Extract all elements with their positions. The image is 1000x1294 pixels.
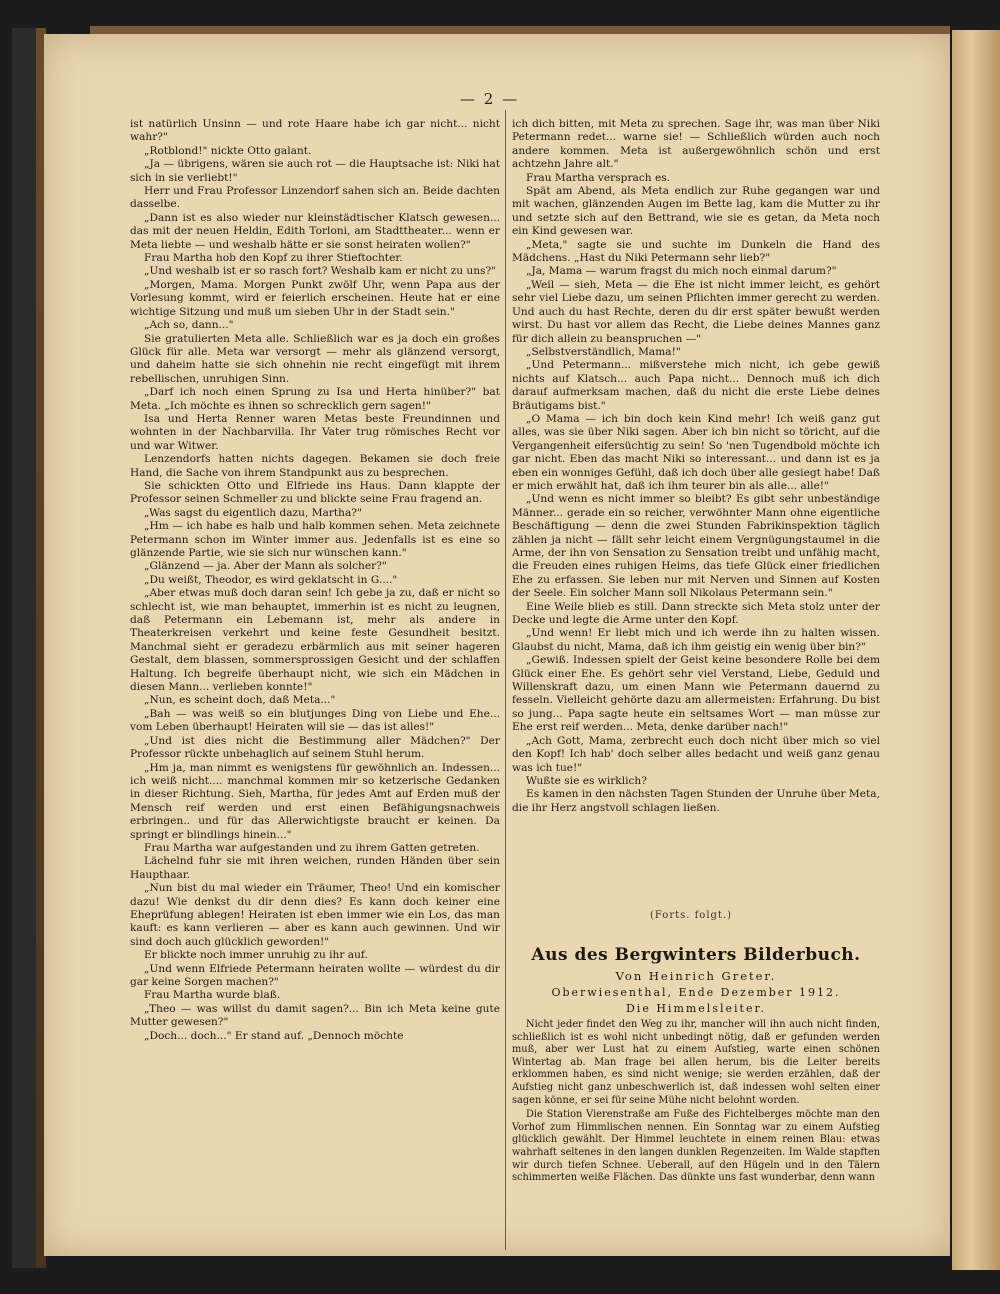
paragraph: „Bah — was weiß so ein blutjunges Ding von Liebe und Ehe... vom Leben überhaupt! Heiraten will sie — das ist alles!" (130, 707, 500, 734)
paragraph: „Und wenn Elfriede Petermann heiraten wollte — würdest du dir gar keine Sorgen machen?" (130, 962, 500, 988)
paragraph: Frau Martha versprach es. (526, 171, 671, 184)
paragraph: „Und wenn! Er liebt mich und ich werde ihn zu halten wissen. Glaubst du nicht, Mama, daß ich ihm geistig ein wenig über bin?" (512, 627, 880, 653)
paragraph: „Was sagst du eigentlich dazu, Martha?" (144, 506, 362, 519)
paragraph: Herr und Frau Professor Linzendorf sahen sich an. Beide dachten dasselbe. (130, 185, 500, 211)
paragraph: „Gewiß. Indessen spielt der Geist keine besondere Rolle bei dem Glück einer Ehe. Es gehört sehr viel Verstand, Liebe, Geduld und Willenskraft dazu, um einen Mann wie Petermann dauernd zu fesseln. Vielleicht gehörte dazu am allermeisten: Erfahrung. Du bist so jung... Papa sagte heute ein seltsames Wort — man müsse zur Ehe erst reif werden... Meta, denke darüber nach!" (512, 654, 880, 734)
paragraph: Spät am Abend, als Meta endlich zur Ruhe gegangen war und mit wachen, glänzenden Augen im Bette lag, kam die Mutter zu ihr und setzte sich auf den Bettrand, wie sie es getan, da Meta noch ein Kind gewesen war. (512, 185, 880, 238)
paragraph: Er blickte noch immer unruhig zu ihr auf. (144, 949, 368, 962)
paragraph: „Theo — was willst du damit sagen?... Bin ich Meta keine gute Mutter gewesen?" (130, 1002, 500, 1029)
paragraph: Eine Weile blieb es still. Dann streckte sich Meta stolz unter der Decke und legte die Arme unter den Kopf. (512, 600, 880, 627)
article-author: Von Heinrich Greter. (615, 969, 777, 983)
paragraph: Sie gratulierten Meta alle. Schließlich war es ja doch ein großes Glück für alle. Meta war versorgt — mehr als glänzend versorgt, und daheim hatte sie sich ohnehin nie recht eingefügt mit ihrem rebellischen, unruhigen Sinn. (130, 332, 500, 385)
paragraph: ist natürlich Unsinn — und rote Haare habe ich gar nicht... nicht wahr?" (130, 118, 500, 144)
article-paragraph: Die Station Vierenstraße am Fuße des Fichtelberges möchte man den Vorhof zum Himmlischen nennen. Ein Sonntag war zu einem Aufstieg glücklich gewählt. Der Himmel leuchtete in einem reinen Blau: etwas wahrhaft seltenes in den langen dunklen Regenzeiten. Im Walde stapften wir durch tiefen Schnee. Ueberall, auf den Hügeln und in den Tälern schimmerten weiße Flächen. Das dünkte uns fast wunderbar, denn wann (512, 1109, 880, 1184)
paragraph: „Darf ich noch einen Sprung zu Isa und Herta hinüber?" bat Meta. „Ich möchte es ihnen so schrecklich gern sagen!" (130, 386, 500, 412)
paragraph: Frau Martha war aufgestanden und zu ihrem Gatten getreten. (144, 841, 480, 854)
continuation-note: (Forts. folgt.) (650, 910, 733, 921)
paragraph: „Und wenn es nicht immer so bleibt? Es gibt sehr unbeständige Männer... gerade ein so reicher, verwöhnter Mann ohne eigentliche Beschäftigung — denn die zwei Stunden Fabrikinspektion täglich zählen ja nicht — fällt sehr leicht einem Vergnügungstaumel in die Arme, der ihn von Sensation zu Sensation treibt und unfähig macht, die Freuden eines ruhigen Heims, das tiefe Glück einer friedlichen Ehe zu erfassen. Sie leben nur mit Nerven und Sinnen auf Kosten der Seele. Ein solcher Mann soll Nikolaus Petermann sein." (512, 493, 880, 600)
paragraph: „Weil — sieh, Meta — die Ehe ist nicht immer leicht, es gehört sehr viel Liebe dazu, um seinen Pflichten immer gerecht zu werden. Und auch du hast Rechte, deren du dir erst später bewußt werden wirst. Du hast vor allem das Recht, die Liebe deines Mannes ganz für dich allein zu beanspruchen —" (512, 278, 880, 345)
paragraph: „Nun bist du mal wieder ein Träumer, Theo! Und ein komischer dazu! Wie denkst du dir denn dies? Es kann doch keiner eine Eheprüfung ablegen! Heiraten ist eben immer wie ein Los, das man kauft: es kann verlieren — aber es kann auch gewinnen. Und wir sind doch auch glücklich geworden!" (130, 882, 500, 948)
paragraph: Frau Martha hob den Kopf zu ihrer Stieftochter. (144, 252, 403, 265)
article-subtitle: Die Himmelsleiter. (625, 1002, 766, 1015)
paragraph: Lenzendorfs hatten nichts dagegen. Bekamen sie doch freie Hand, die Sache von ihrem Standpunkt aus zu besprechen. (130, 453, 500, 479)
paragraph: Wußte sie es wirklich? (526, 774, 647, 787)
paragraph: „Ja — übrigens, wären sie auch rot — die Hauptsache ist: Niki hat sich in sie verliebt!" (130, 158, 500, 184)
paragraph: „Ach so, dann..." (144, 319, 234, 332)
paragraph: „Und ist dies nicht die Bestimmung aller Mädchen?" Der Professor rückte unbehaglich auf seinem Stuhl herum. (130, 734, 500, 761)
paragraph: „Ja, Mama — warum fragst du mich noch einmal darum?" (526, 265, 837, 278)
page-number: — 2 — (460, 90, 520, 108)
paragraph: „O Mama — ich bin doch kein Kind mehr! Ich weiß ganz gut alles, was sie über Niki sagen. Aber ich bin nicht so töricht, auf die Vergangenheit eifersüchtig zu sein! So 'nen Tugendbold möchte ich gar nicht. Eben das macht Niki so interessant... und dann ist es ja eben ein wonniges Gefühl, daß ich doch über alle gesiegt habe! Daß er mich erwählt hat, daß ich ihm teurer bin als alle... alle!" (512, 412, 880, 492)
article-title: Aus des Bergwinters Bilderbuch. (531, 945, 861, 965)
paragraph: „Meta," sagte sie und suchte im Dunkeln die Hand des Mädchens. „Hast du Niki Petermann sehr lieb?" (512, 238, 880, 265)
paragraph: Frau Martha wurde blaß. (144, 989, 281, 1002)
feuilleton-article (512, 945, 880, 1185)
paragraph: „Und weshalb ist er so rasch fort? Weshalb kam er nicht zu uns?" (144, 265, 497, 278)
paragraph: „Ach Gott, Mama, zerbrecht euch doch nicht über mich so viel den Kopf! Ich hab' doch selber alles bedacht und weiß ganz genau was ich tue!" (512, 734, 880, 774)
paragraph: Sie schickten Otto und Elfriede ins Haus. Dann klappte der Professor seinen Schmeller zu und blickte seine Frau fragend an. (130, 479, 500, 506)
paragraph: „Hm — ich habe es halb und halb kommen sehen. Meta zeichnete Petermann schon im Winter immer aus. Jedenfalls ist es eine so glänzende Partie, wie sie sich nur wünschen kann." (130, 520, 500, 559)
paragraph: „Morgen, Mama. Morgen Punkt zwölf Uhr, wenn Papa aus der Vorlesung kommt, wird er feierlich erscheinen. Heute hat er eine wichtige Sitzung und muß um sieben Uhr in der Stadt sein." (130, 278, 500, 318)
page-top-edge (90, 26, 950, 34)
article-paragraph: Nicht jeder findet den Weg zu ihr, mancher will ihn auch nicht finden, schließlich ist es wohl nicht unbedingt nötig, daß er gefunden werden muß, aber wer Lust hat zu einem Aufstieg, warte einen schönen Wintertag ab. Man frage bei allen herum, bis die Leiter bereits erklommen haben, es sind nicht wenige; sie werden erzählen, daß der Aufstieg nicht ganz unbeschwerlich ist, daß indessen wohl selten einer sagen könne, er sei für seine Mühe nicht belohnt worden. (512, 1019, 880, 1106)
right-column (512, 118, 880, 908)
paragraph: „Glänzend — ja. Aber der Mann als solcher?" (144, 560, 387, 573)
paragraph: Es kamen in den nächsten Tagen Stunden der Unruhe über Meta, die ihr Herz angstvoll schlagen ließen. (512, 788, 880, 814)
paragraph: „Du weißt, Theodor, es wird geklatscht in G...." (144, 573, 398, 586)
paragraph: „Doch... doch..." Er stand auf. „Dennoch möchte (144, 1029, 404, 1042)
paragraph: „Nun, es scheint doch, daß Meta..." (144, 694, 336, 707)
paragraph: ich dich bitten, mit Meta zu sprechen. Sage ihr, was man über Niki Petermann redet... warne sie! — Schließlich würden auch noch andere kommen. Meta ist außergewöhnlich schön und erst achtzehn Jahre alt." (512, 118, 880, 171)
paragraph: „Selbstverständlich, Mama!" (526, 345, 681, 358)
article-dateline: Oberwiesenthal, Ende Dezember 1912. (551, 986, 841, 999)
paragraph: „Und Petermann... mißverstehe mich nicht, ich gebe gewiß nichts auf Klatsch... auch Papa nicht... Dennoch muß ich dich darauf aufmerksam machen, daß du nicht die erste Liebe deines Bräutigams bist." (512, 359, 880, 412)
left-column (130, 118, 500, 1248)
column-rule (505, 110, 506, 1250)
page-stack-edge (952, 30, 1000, 1270)
paragraph: „Aber etwas muß doch daran sein! Ich gebe ja zu, daß er nicht so schlecht ist, wie man behauptet, immerhin ist es nicht zu leugnen, daß Petermann ein Lebemann ist, mehr als andere in Theaterkreisen verkehrt und keine feste Gesundheit besitzt. Manchmal sieht er geradezu erbärmlich aus mit seiner hageren Gestalt, dem blassen, sommersprossigen Gesicht und der schlaffen Haltung. Ich begreife überhaupt nicht, wie sich ein Mädchen in diesen Mann... verlieben konnte!" (130, 587, 500, 694)
paragraph: „Hm ja, man nimmt es wenigstens für gewöhnlich an. Indessen... ich weiß nicht.... manchmal kommen mir so ketzerische Gedanken in dieser Richtung. Sieh, Martha, für jedes Amt auf Erden muß der Mensch reif werden und erst einen Befähigungsnachweis erbringen.. und für das Allerwichtigste braucht er keinen. Da springt er blindlings hinein..." (130, 761, 500, 841)
paragraph: „Dann ist es also wieder nur kleinstädtischer Klatsch gewesen... das mit der neuen Heldin, Edith Torloni, am Stadttheater... wenn er Meta liebte — und weshalb hätte er sie sonst heiraten wollen?" (130, 211, 500, 251)
paragraph: Lächelnd fuhr sie mit ihren weichen, runden Händen über sein Haupthaar. (130, 855, 500, 881)
paragraph: „Rotblond!" nickte Otto galant. (144, 144, 312, 157)
paragraph: Isa und Herta Renner waren Metas beste Freundinnen und wohnten in der Nachbarvilla. Ihr Vater trug römisches Recht vor und war Witwer. (130, 412, 500, 452)
